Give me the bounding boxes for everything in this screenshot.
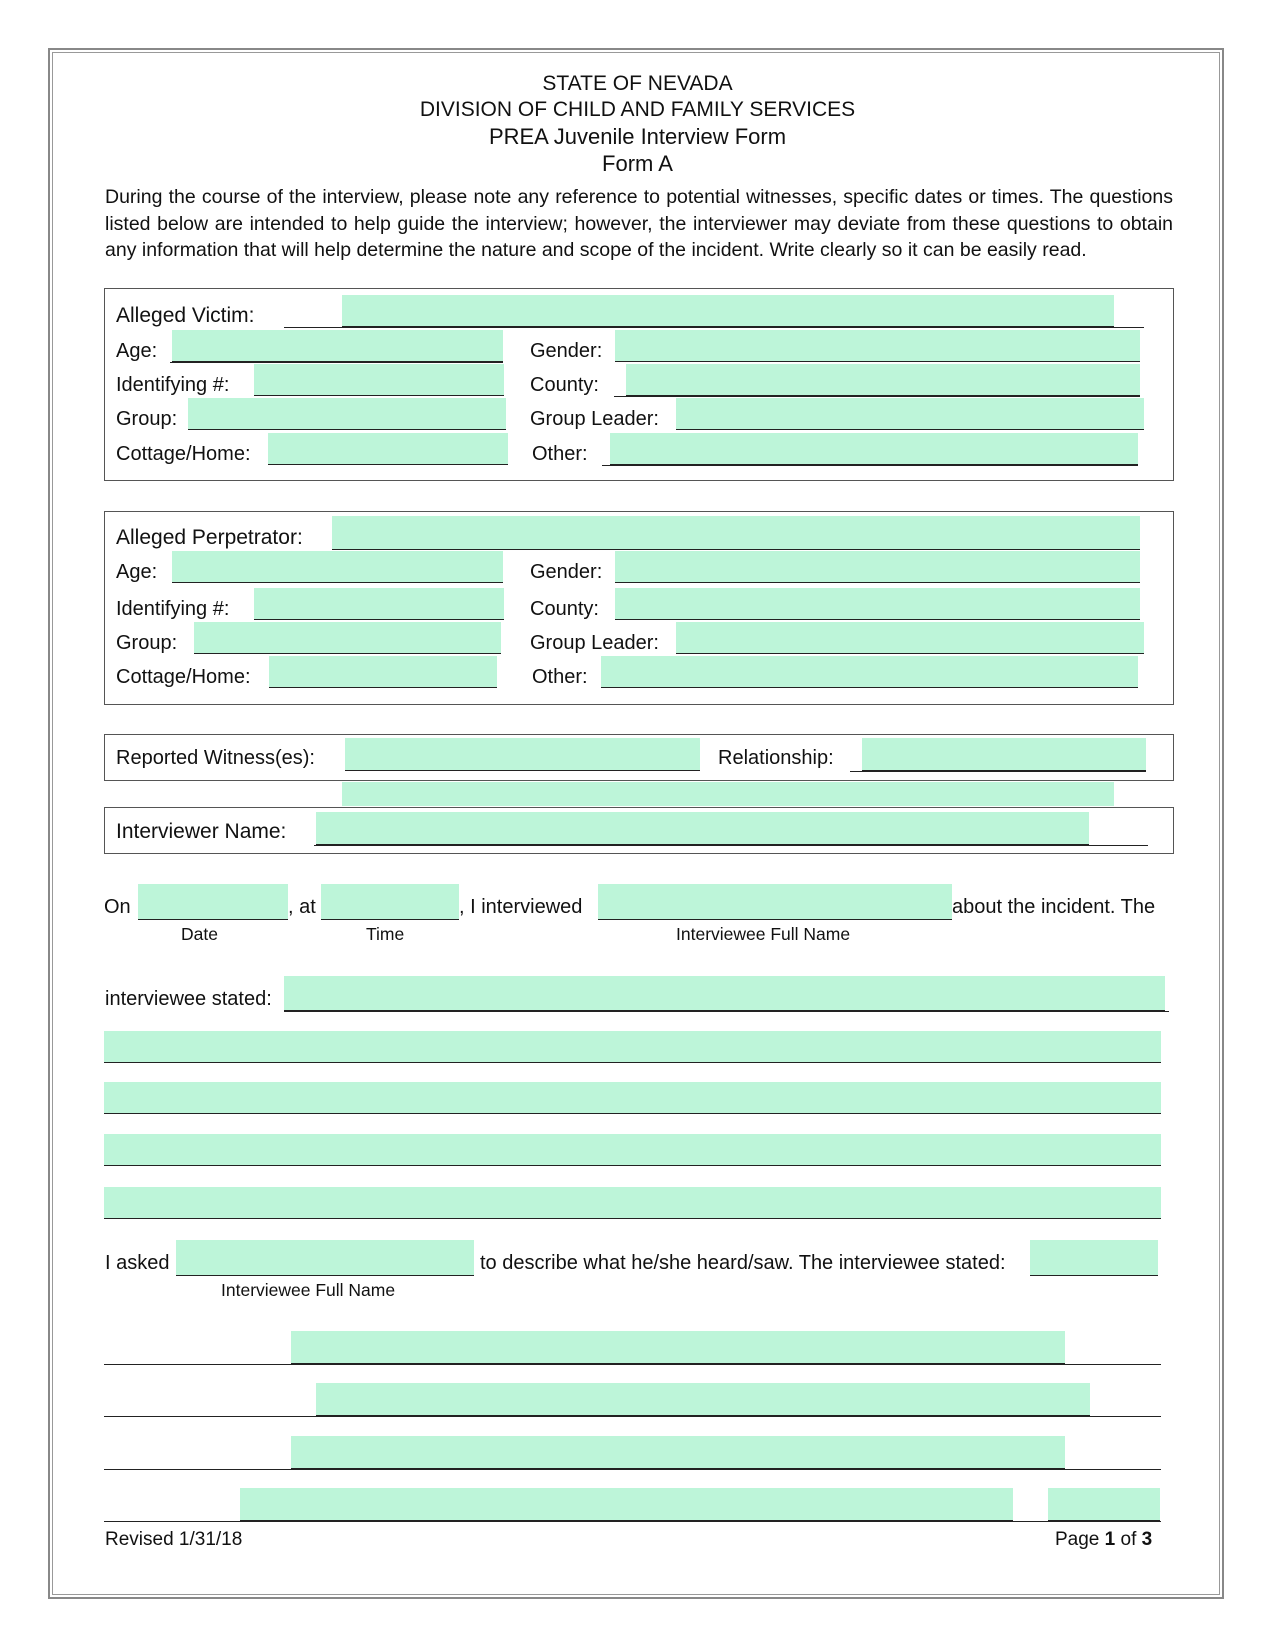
- victim-county-underline: [614, 396, 1140, 397]
- interviewed-label: , I interviewed: [459, 896, 583, 918]
- victim-cottage-label: Cottage/Home:: [116, 443, 251, 465]
- victim-county-label: County:: [530, 374, 599, 396]
- statement-line-5[interactable]: [104, 1187, 1161, 1219]
- about-incident-label: about the incident. The: [952, 896, 1156, 918]
- stated-underline: [284, 1011, 1169, 1012]
- victim-id-field[interactable]: [254, 364, 504, 396]
- page-number: [1055, 1529, 1152, 1551]
- perpetrator-group-label: Group:: [116, 632, 178, 654]
- header-form-letter: Form A: [602, 151, 673, 176]
- time-field[interactable]: [321, 884, 459, 920]
- perpetrator-county-label: County:: [530, 598, 599, 620]
- perpetrator-group-leader-field[interactable]: [676, 622, 1144, 654]
- victim-other-underline: [602, 465, 1138, 466]
- header-state: STATE OF NEVADA: [542, 72, 733, 95]
- statement-line-1[interactable]: [284, 976, 1165, 1011]
- perpetrator-cottage-field[interactable]: [269, 656, 497, 688]
- victim-group-leader-label: Group Leader:: [530, 408, 659, 430]
- victim-age-label: Age:: [116, 340, 158, 362]
- witness-extra-field[interactable]: [342, 782, 1114, 806]
- interviewer-underline: [314, 845, 1148, 846]
- victim-age-field[interactable]: [172, 330, 503, 362]
- perpetrator-id-label: Identifying #:: [116, 598, 230, 620]
- victim-id-label: Identifying #:: [116, 374, 230, 396]
- asked-line-1[interactable]: [291, 1331, 1065, 1364]
- statement-line-3[interactable]: [104, 1082, 1161, 1114]
- asked-stated-start-field[interactable]: [1030, 1240, 1158, 1276]
- victim-group-label: Group:: [116, 408, 178, 430]
- perpetrator-name-field[interactable]: [332, 516, 1140, 550]
- relationship-field[interactable]: [862, 738, 1146, 771]
- perpetrator-other-label: Other:: [532, 666, 588, 688]
- statement-line-4[interactable]: [104, 1134, 1161, 1166]
- victim-name-field[interactable]: [342, 295, 1114, 327]
- perpetrator-group-field[interactable]: [194, 622, 501, 654]
- relationship-underline: [850, 771, 1146, 772]
- interviewee-name-field[interactable]: [598, 884, 952, 920]
- asked-line-4-underline: [104, 1521, 1161, 1522]
- time-caption: Time: [366, 924, 405, 944]
- victim-county-field[interactable]: [626, 364, 1140, 396]
- witness-label: Reported Witness(es):: [116, 747, 315, 769]
- page-prefix: Page: [1055, 1529, 1105, 1550]
- asked-line-3[interactable]: [291, 1436, 1065, 1469]
- interviewer-name-field[interactable]: [316, 812, 1089, 845]
- statement-line-2[interactable]: [104, 1031, 1161, 1063]
- victim-gender-label: Gender:: [530, 340, 603, 362]
- victim-cottage-field[interactable]: [268, 433, 508, 465]
- victim-group-leader-field[interactable]: [676, 398, 1144, 430]
- victim-underline: [284, 327, 1144, 328]
- page-of: of: [1115, 1529, 1142, 1550]
- victim-age-underline: [170, 362, 503, 363]
- victim-gender-field[interactable]: [615, 330, 1140, 362]
- asked-line-2[interactable]: [316, 1383, 1090, 1416]
- perpetrator-county-field[interactable]: [615, 588, 1140, 620]
- victim-group-field[interactable]: [188, 398, 506, 430]
- asked-line-1-underline: [104, 1364, 1161, 1365]
- perpetrator-age-field[interactable]: [172, 551, 503, 583]
- asked-line-4-end[interactable]: [1048, 1488, 1160, 1521]
- relationship-label: Relationship:: [718, 747, 834, 769]
- interviewee-name-caption: Interviewee Full Name: [676, 924, 851, 944]
- at-label: , at: [288, 896, 316, 918]
- header-division: DIVISION OF CHILD AND FAMILY SERVICES: [419, 98, 856, 121]
- on-label: On: [104, 896, 131, 918]
- i-asked-label: I asked: [105, 1252, 170, 1274]
- date-field[interactable]: [138, 884, 288, 920]
- interviewee-stated-label: interviewee stated:: [105, 988, 272, 1010]
- page-current: 1: [1104, 1529, 1116, 1550]
- victim-other-field[interactable]: [610, 433, 1138, 465]
- describe-label: to describe what he/she heard/saw. The interviewee stated:: [480, 1252, 1006, 1274]
- asked-name-caption: Interviewee Full Name: [221, 1280, 396, 1300]
- header-form-name: PREA Juvenile Interview Form: [488, 124, 787, 149]
- perpetrator-cottage-label: Cottage/Home:: [116, 666, 251, 688]
- revised-date: Revised 1/31/18: [105, 1529, 243, 1550]
- perpetrator-label: Alleged Perpetrator:: [116, 526, 303, 549]
- victim-label: Alleged Victim:: [116, 304, 255, 327]
- asked-line-2-underline: [104, 1416, 1161, 1417]
- asked-interviewee-field[interactable]: [176, 1240, 474, 1276]
- asked-line-4[interactable]: [240, 1488, 1013, 1521]
- victim-other-label: Other:: [532, 443, 588, 465]
- perpetrator-gender-label: Gender:: [530, 561, 603, 583]
- perpetrator-other-field[interactable]: [601, 656, 1138, 688]
- instructions-paragraph: During the course of the interview, please note any reference to potential witnesses, specific dates or times. The questions listed below are intended to help guide the interview; however, the interviewer may deviate from these questions to obtain any information that will help determine the nature and scope of the incident. Write clearly so it can be easily read.: [105, 186, 1173, 261]
- page-total: 3: [1141, 1529, 1153, 1550]
- date-caption: Date: [181, 924, 218, 944]
- perpetrator-gender-field[interactable]: [615, 551, 1140, 583]
- perpetrator-age-label: Age:: [116, 561, 158, 583]
- asked-line-3-underline: [104, 1469, 1161, 1470]
- witness-field[interactable]: [345, 738, 700, 771]
- perpetrator-group-leader-label: Group Leader:: [530, 632, 659, 654]
- interviewer-label: Interviewer Name:: [116, 820, 287, 843]
- perpetrator-id-field[interactable]: [254, 588, 504, 620]
